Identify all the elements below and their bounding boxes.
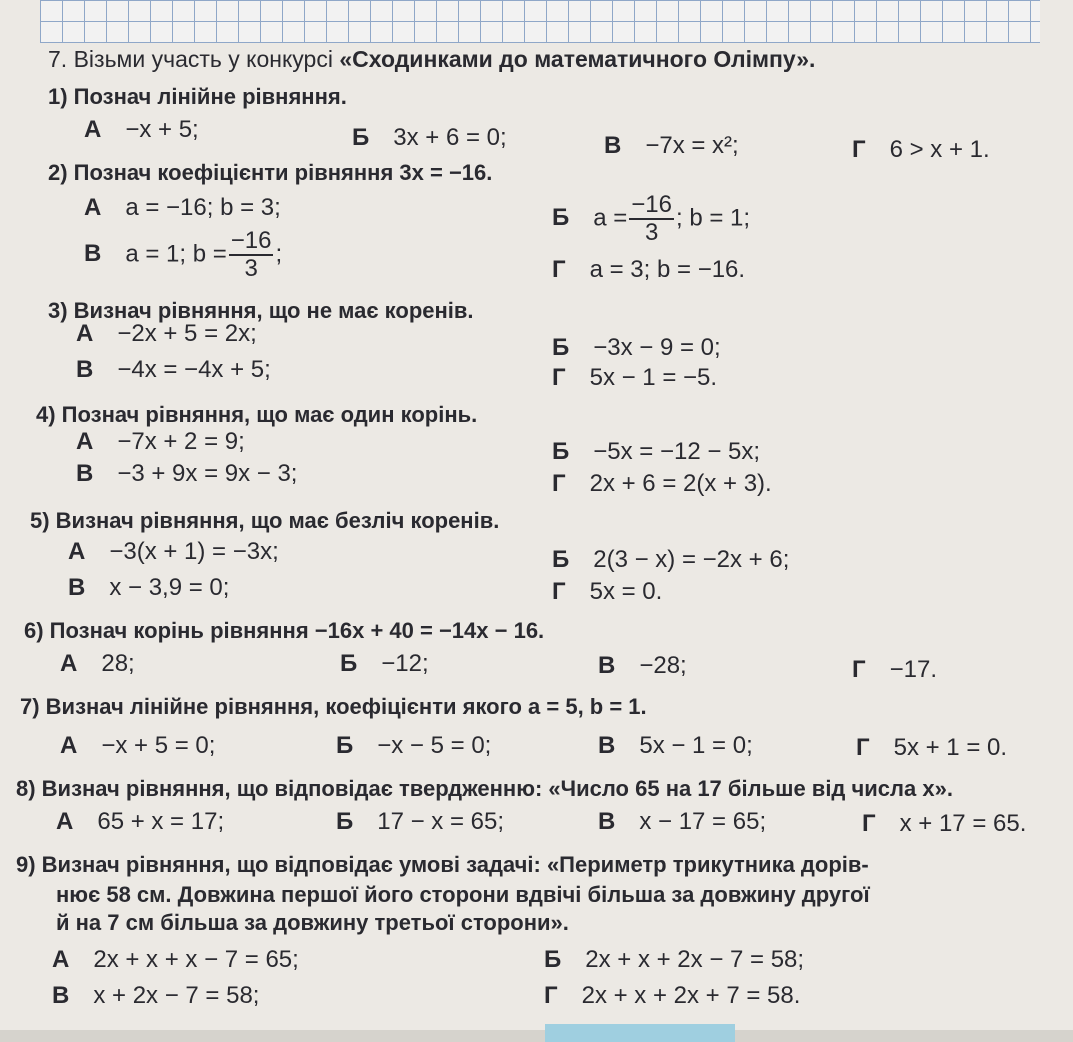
q5-option-c[interactable] <box>68 574 229 602</box>
question-9-line-2: нює 58 см. Довжина першої його сторони вдвічі більша за довжину другої <box>56 882 870 907</box>
q4-option-b[interactable] <box>552 438 760 466</box>
option-letter: Г <box>852 656 866 683</box>
q9-option-d[interactable] <box>544 982 800 1010</box>
page-bottom-shadow <box>0 1030 1073 1042</box>
option-text: −3 + 9x = 9x − 3; <box>117 460 298 487</box>
fraction <box>229 228 274 282</box>
q4-option-d[interactable] <box>552 470 772 498</box>
option-letter: Б <box>552 546 570 573</box>
question-4: 4) Познач рівняння, що має один корінь. <box>36 402 478 427</box>
option-letter: Г <box>852 136 866 163</box>
question-7: 7) Визнач лінійне рівняння, коефіцієнти якого a = 5, b = 1. <box>20 694 647 719</box>
option-text: −5x = −12 − 5x; <box>593 438 761 465</box>
option-post: ; b = 1; <box>676 204 751 232</box>
option-text: −x + 5 = 0; <box>101 732 216 759</box>
task-title-bold: «Сходинками до математичного Олімпу». <box>339 46 816 72</box>
option-text: 5x + 1 = 0. <box>893 734 1008 761</box>
option-letter: Б <box>336 732 354 759</box>
option-text: −3(x + 1) = −3x; <box>109 538 279 565</box>
option-text: 3x + 6 = 0; <box>393 124 507 151</box>
option-text: −x − 5 = 0; <box>377 732 492 759</box>
option-letter: Б <box>336 808 354 835</box>
option-text: 2x + x + 2x + 7 = 58. <box>581 982 801 1009</box>
question-8: 8) Визнач рівняння, що відповідає твердженню: «Число 65 на 17 більше від числа x». <box>16 776 953 801</box>
option-post: ; <box>275 240 283 268</box>
option-letter: В <box>84 240 102 268</box>
question-6: 6) Познач корінь рівняння −16x + 40 = −14x − 16. <box>24 618 545 643</box>
option-text: −2x + 5 = 2x; <box>117 320 257 347</box>
option-letter: Б <box>340 650 358 677</box>
q8-option-a[interactable] <box>56 808 224 836</box>
question-1: 1) Познач лінійне рівняння. <box>48 84 347 109</box>
question-3: 3) Визнач рівняння, що не має коренів. <box>48 298 474 323</box>
option-letter: А <box>56 808 74 835</box>
q3-option-b[interactable] <box>552 334 721 362</box>
question-2: 2) Познач коефіцієнти рівняння 3x = −16. <box>48 160 493 185</box>
option-letter: В <box>76 460 94 487</box>
q5-option-d[interactable] <box>552 578 662 606</box>
option-letter: А <box>52 946 70 973</box>
q1-option-d[interactable] <box>852 136 990 164</box>
q6-option-d[interactable] <box>852 656 937 684</box>
q9-option-b[interactable] <box>544 946 804 974</box>
option-text: x + 2x − 7 = 58; <box>93 982 260 1009</box>
option-text: −4x = −4x + 5; <box>117 356 271 383</box>
q9-option-a[interactable] <box>52 946 299 974</box>
option-letter: А <box>84 194 102 221</box>
option-text: 2x + x + x − 7 = 65; <box>93 946 299 973</box>
option-text: x − 3,9 = 0; <box>109 574 230 601</box>
q8-option-c[interactable] <box>598 808 766 836</box>
q7-option-a[interactable] <box>60 732 215 760</box>
q3-option-d[interactable] <box>552 364 717 392</box>
option-text: −7x = x²; <box>645 132 739 159</box>
option-text: 5x − 1 = 0; <box>639 732 753 759</box>
option-letter: А <box>76 320 94 347</box>
option-text: 2x + 6 = 2(x + 3). <box>589 470 772 497</box>
q2-option-b[interactable] <box>552 192 750 246</box>
option-text: 6 > x + 1. <box>889 136 990 163</box>
option-text: −3x − 9 = 0; <box>593 334 721 361</box>
q2-option-a[interactable] <box>84 194 281 222</box>
q1-option-b[interactable] <box>352 124 507 152</box>
option-text: 2(3 − x) = −2x + 6; <box>593 546 790 573</box>
option-letter: А <box>76 428 94 455</box>
option-text: a = −16; b = 3; <box>125 194 281 221</box>
option-text: x − 17 = 65; <box>639 808 767 835</box>
option-text: a = 3; b = −16. <box>589 256 746 283</box>
option-letter: Г <box>552 578 566 605</box>
fraction-numerator: −16 <box>230 227 272 254</box>
option-letter: Г <box>862 810 876 837</box>
q7-option-d[interactable] <box>856 734 1007 762</box>
option-text: 17 − x = 65; <box>377 808 505 835</box>
fraction-numerator: −16 <box>631 191 672 218</box>
option-letter: Г <box>856 734 870 761</box>
option-text: −28; <box>639 652 687 679</box>
option-text: 5x = 0. <box>589 578 663 605</box>
q8-option-d[interactable] <box>862 810 1026 838</box>
q2-option-d[interactable] <box>552 256 745 284</box>
q9-option-c[interactable] <box>52 982 259 1010</box>
option-letter: В <box>604 132 622 159</box>
option-letter: Б <box>552 334 570 361</box>
option-pre: a = <box>593 204 628 232</box>
option-letter: А <box>68 538 86 565</box>
option-letter: А <box>84 116 102 143</box>
option-letter: А <box>60 732 78 759</box>
option-text: −12; <box>381 650 429 677</box>
option-text: −x + 5; <box>125 116 199 143</box>
option-text: x + 17 = 65. <box>899 810 1027 837</box>
q5-option-a[interactable] <box>68 538 279 566</box>
option-text: 2x + x + 2x − 7 = 58; <box>585 946 805 973</box>
fraction <box>629 192 674 246</box>
q1-option-c[interactable] <box>604 132 739 160</box>
q3-option-c[interactable] <box>76 356 271 384</box>
option-letter: Б <box>552 204 570 232</box>
q8-option-b[interactable] <box>336 808 504 836</box>
q6-option-c[interactable] <box>598 652 687 680</box>
task-title-text: 7. Візьми участь у конкурсі <box>48 46 340 72</box>
fraction-denominator: 3 <box>644 219 659 246</box>
option-letter: Г <box>544 982 558 1009</box>
option-letter: Г <box>552 256 566 283</box>
fraction-denominator: 3 <box>244 255 258 282</box>
task-title <box>48 46 815 73</box>
option-letter: А <box>60 650 78 677</box>
option-letter: В <box>598 808 616 835</box>
q6-option-a[interactable] <box>60 650 135 678</box>
q6-option-b[interactable] <box>340 650 429 678</box>
option-letter: В <box>68 574 86 601</box>
option-letter: Г <box>552 470 566 497</box>
q4-option-a[interactable] <box>76 428 245 456</box>
page-bottom-accent <box>545 1024 735 1042</box>
question-9-line-1: 9) Визнач рівняння, що відповідає умові задачі: «Периметр трикутника дорів- <box>16 852 869 877</box>
option-text: 5x − 1 = −5. <box>589 364 718 391</box>
option-letter: В <box>76 356 94 383</box>
q7-option-b[interactable] <box>336 732 491 760</box>
q3-option-a[interactable] <box>76 320 257 348</box>
option-letter: Б <box>352 124 370 151</box>
option-letter: В <box>598 732 616 759</box>
option-letter: В <box>52 982 70 1009</box>
question-9-line-3: й на 7 см більша за довжину третьої сторони». <box>56 910 569 935</box>
option-text: 65 + x = 17; <box>97 808 225 835</box>
option-pre: a = 1; b = <box>125 240 227 268</box>
option-letter: Б <box>544 946 562 973</box>
option-letter: В <box>598 652 616 679</box>
q5-option-b[interactable] <box>552 546 789 574</box>
q1-option-a[interactable] <box>84 116 199 144</box>
option-letter: Б <box>552 438 570 465</box>
q4-option-c[interactable] <box>76 460 297 488</box>
q2-option-c[interactable] <box>84 228 282 282</box>
option-text: −7x + 2 = 9; <box>117 428 245 455</box>
option-letter: Г <box>552 364 566 391</box>
option-text: −17. <box>889 656 937 683</box>
option-text: 28; <box>101 650 135 677</box>
question-5: 5) Визнач рівняння, що має безліч коренів. <box>30 508 500 533</box>
q7-option-c[interactable] <box>598 732 753 760</box>
